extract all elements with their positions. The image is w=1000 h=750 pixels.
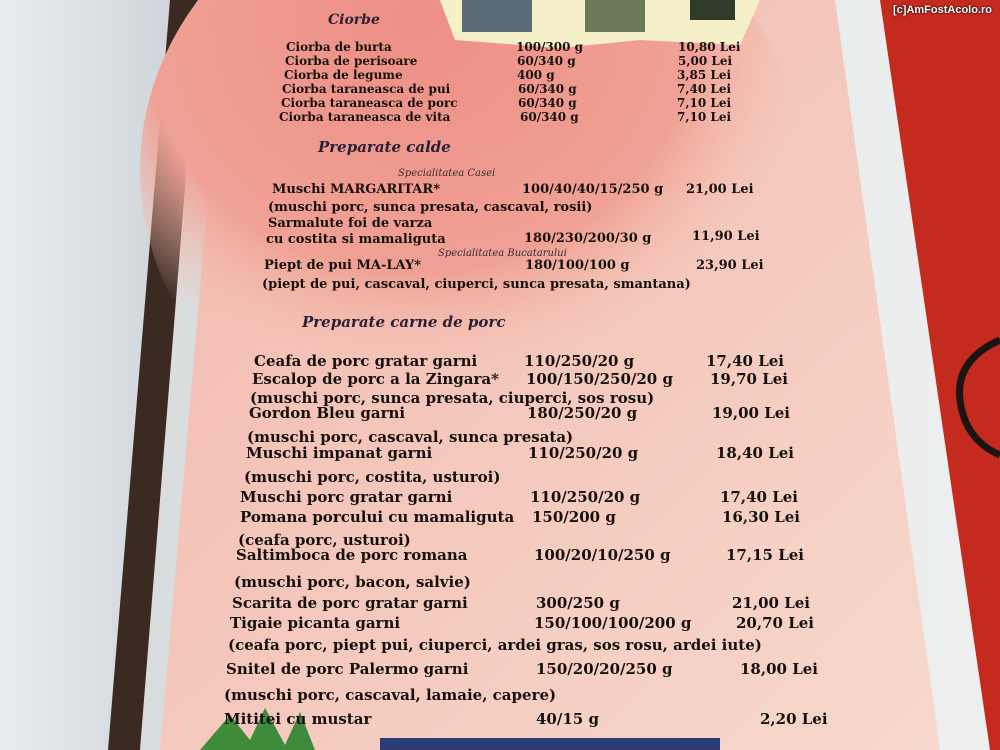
menu-item-price: 5,00 Lei: [678, 54, 733, 68]
menu-item-quantity: 60/340 g: [518, 96, 577, 110]
menu-item-price: 16,30 Lei: [722, 508, 800, 526]
menu-item-name: Ciorba de perisoare: [285, 54, 418, 68]
menu-item-description: (muschi porc, costita, usturoi): [244, 468, 501, 486]
menu-item-description: (piept de pui, cascaval, ciuperci, sunca presata, smantana): [262, 277, 691, 292]
menu-item-quantity: 100/300 g: [516, 40, 584, 54]
specialty-label-casa: Specialitatea Casei: [398, 168, 496, 179]
menu-item-price: 10,80 Lei: [678, 40, 741, 54]
menu-item-quantity: 150/100/100/200 g: [534, 614, 692, 632]
menu-item-name: Muschi impanat garni: [246, 444, 433, 462]
menu-item-quantity: 400 g: [517, 68, 555, 82]
menu-item-name: Tigaie picanta garni: [230, 614, 401, 632]
menu-item-price: 23,90 Lei: [696, 258, 764, 273]
menu-item-price: 2,20 Lei: [760, 710, 828, 728]
menu-item-name: Pomana porcului cu mamaliguta: [240, 508, 515, 526]
menu-item-name: Escalop de porc a la Zingara*: [252, 370, 499, 388]
menu-item-price: 17,40 Lei: [720, 488, 798, 506]
menu-item-price: 21,00 Lei: [686, 182, 754, 197]
menu-item-price: 7,40 Lei: [677, 82, 732, 96]
menu-item-quantity: 180/230/200/30 g: [524, 231, 652, 246]
menu-item-quantity: 150/200 g: [532, 508, 616, 526]
menu-item-price: 11,90 Lei: [692, 229, 760, 244]
menu-item-name: Ciorba de burta: [286, 40, 392, 54]
menu-item-name: Saltimboca de porc romana: [236, 546, 468, 564]
menu-item-name: Ciorba taraneasca de porc: [281, 96, 458, 110]
menu-item-name: Ciorba taraneasca de vita: [279, 110, 451, 124]
menu-item-quantity: 180/250/20 g: [527, 404, 638, 422]
menu-item-quantity: 100/40/40/15/250 g: [522, 182, 664, 197]
menu-item-quantity: 60/340 g: [518, 82, 577, 96]
menu-item-quantity: 100/20/10/250 g: [534, 546, 671, 564]
menu-item-description: (muschi porc, cascaval, sunca presata): [247, 428, 574, 446]
menu-item-name: Muschi porc gratar garni: [240, 488, 453, 506]
section-title-preparate-calde: Preparate calde: [318, 138, 451, 156]
menu-item-name: Mititei cu mustar: [224, 710, 372, 728]
section-title-ciorbe: Ciorbe: [328, 12, 380, 28]
menu-item-price: 17,15 Lei: [726, 546, 804, 564]
menu-item-price: 18,40 Lei: [716, 444, 794, 462]
menu-item-quantity: 110/250/20 g: [530, 488, 641, 506]
specialty-label-bucatar: Specialitatea Bucatarului: [438, 248, 567, 259]
menu-item-quantity: 300/250 g: [536, 594, 620, 612]
menu-item-description: (muschi porc, bacon, salvie): [234, 573, 471, 591]
menu-item-price: 7,10 Lei: [677, 96, 732, 110]
menu-item-price: 19,00 Lei: [712, 404, 790, 422]
menu-item-price: 7,10 Lei: [677, 110, 732, 124]
menu-item-name: Gordon Bleu garni: [249, 404, 406, 422]
menu-item-quantity: 60/340 g: [517, 54, 576, 68]
menu-item-name: Ceafa de porc gratar garni: [254, 352, 478, 370]
menu-item-quantity: 60/340 g: [520, 110, 579, 124]
menu-item-price: 20,70 Lei: [736, 614, 814, 632]
menu-item-name: Ciorba taraneasca de pui: [282, 82, 451, 96]
menu-item-quantity: 180/100/100 g: [525, 258, 630, 273]
menu-item-description: (ceafa porc, usturoi): [238, 531, 411, 549]
menu-item-name: Muschi MARGARITAR*: [272, 182, 440, 197]
menu-item-description: (muschi porc, sunca presata, cascaval, rosii): [268, 200, 593, 215]
menu-item-name: Piept de pui MA-LAY*: [264, 258, 422, 273]
menu-item-quantity: 100/150/250/20 g: [526, 370, 673, 388]
menu-item-price: 3,85 Lei: [677, 68, 732, 82]
menu-item-description: (ceafa porc, piept pui, ciuperci, ardei gras, sos rosu, ardei iute): [228, 636, 762, 654]
menu-item-price: 17,40 Lei: [706, 352, 784, 370]
menu-item-price: 18,00 Lei: [740, 660, 818, 678]
section-title-carne-porc: Preparate carne de porc: [302, 313, 506, 331]
menu-item-price: 19,70 Lei: [710, 370, 788, 388]
menu-item-quantity: 110/250/20 g: [524, 352, 635, 370]
menu-item-quantity: 40/15 g: [536, 710, 599, 728]
watermark: [c]AmFostAcolo.ro: [893, 4, 992, 16]
menu-item-description: (muschi porc, cascaval, lamaie, capere): [224, 686, 557, 704]
menu-item-quantity: 110/250/20 g: [528, 444, 639, 462]
menu-item-name: Sarmalute foi de varza: [268, 216, 433, 231]
menu-item-name: Scarita de porc gratar garni: [232, 594, 468, 612]
menu-item-quantity: 150/20/20/250 g: [536, 660, 673, 678]
menu-item-price: 21,00 Lei: [732, 594, 810, 612]
menu-item-description: (muschi porc, sunca presata, ciuperci, sos rosu): [250, 389, 655, 407]
menu-item-name-line2: cu costita si mamaliguta: [266, 232, 446, 247]
menu-item-name: Ciorba de legume: [284, 68, 403, 82]
menu-item-name: Snitel de porc Palermo garni: [226, 660, 469, 678]
